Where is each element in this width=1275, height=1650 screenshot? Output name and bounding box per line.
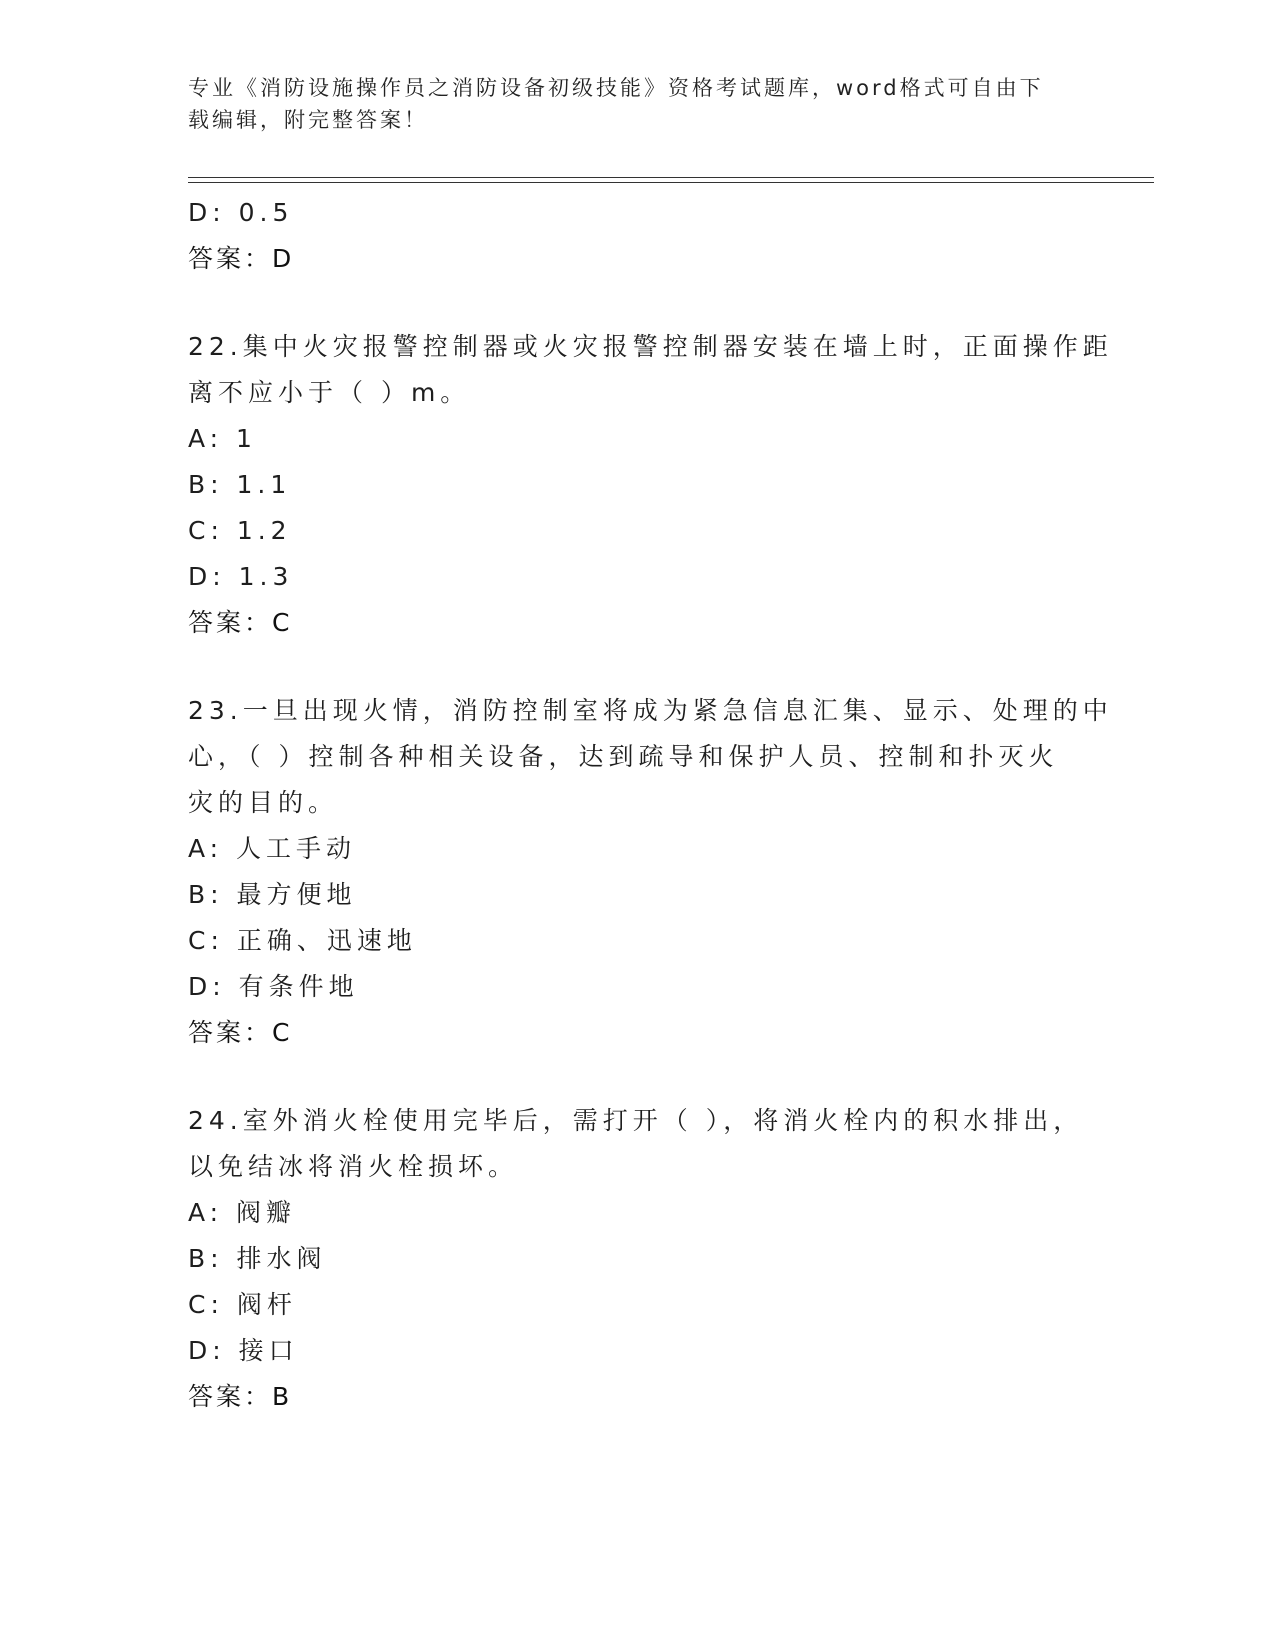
q23-option-d: D: 有条件地 xyxy=(188,972,359,1001)
q22-option-a: A: 1 xyxy=(188,424,257,453)
q22-answer: 答案：C xyxy=(188,608,293,637)
q24-option-c: C: 阀杆 xyxy=(188,1290,297,1319)
q24-text-line-1: 24.室外消火栓使用完毕后，需打开（ ），将消火栓内的积水排出， xyxy=(188,1106,1084,1135)
q23-text-line-1: 23.一旦出现火情，消防控制室将成为紧急信息汇集、显示、处理的中 xyxy=(188,696,1113,725)
q22-option-c: C: 1.2 xyxy=(188,516,292,545)
q23-option-a: A: 人工手动 xyxy=(188,834,357,863)
question-24 xyxy=(188,1098,1088,1420)
q23-text-line-3: 灾的目的。 xyxy=(188,788,339,817)
q24-option-a: A: 阀瓣 xyxy=(188,1198,297,1227)
header-divider-bottom xyxy=(188,182,1154,183)
q22-option-d: D: 1.3 xyxy=(188,562,294,591)
question-23 xyxy=(188,688,1113,1056)
header-line-1: 专业《消防设施操作员之消防设备初级技能》资格考试题库，word格式可自由下 xyxy=(188,76,1044,100)
header-divider-top xyxy=(188,177,1154,178)
q24-option-b: B: 排水阀 xyxy=(188,1244,327,1273)
prev-answer: 答案：D xyxy=(188,244,295,273)
q23-answer: 答案：C xyxy=(188,1018,293,1047)
spacer xyxy=(188,646,1088,688)
q23-text-line-2: 心，（ ）控制各种相关设备，达到疏导和保护人员、控制和扑灭火 xyxy=(188,742,1059,771)
q24-option-d: D: 接口 xyxy=(188,1336,299,1365)
q23-option-c: C: 正确、迅速地 xyxy=(188,926,417,955)
q22-option-b: B: 1.1 xyxy=(188,470,292,499)
question-content xyxy=(188,190,1113,1420)
document-header xyxy=(188,72,1068,136)
q24-answer: 答案：B xyxy=(188,1382,293,1411)
spacer xyxy=(188,282,1088,324)
prev-option-d: D: 0.5 xyxy=(188,198,294,227)
q23-option-b: B: 最方便地 xyxy=(188,880,357,909)
q24-text-line-2: 以免结冰将消火栓损坏。 xyxy=(188,1152,519,1181)
spacer xyxy=(188,1056,1088,1098)
header-line-2: 载编辑，附完整答案！ xyxy=(188,108,428,132)
q22-text-line-1: 22.集中火灾报警控制器或火灾报警控制器安装在墙上时，正面操作距 xyxy=(188,332,1113,361)
q22-text-line-2: 离不应小于（ ）m。 xyxy=(188,378,471,407)
question-22 xyxy=(188,324,1113,646)
